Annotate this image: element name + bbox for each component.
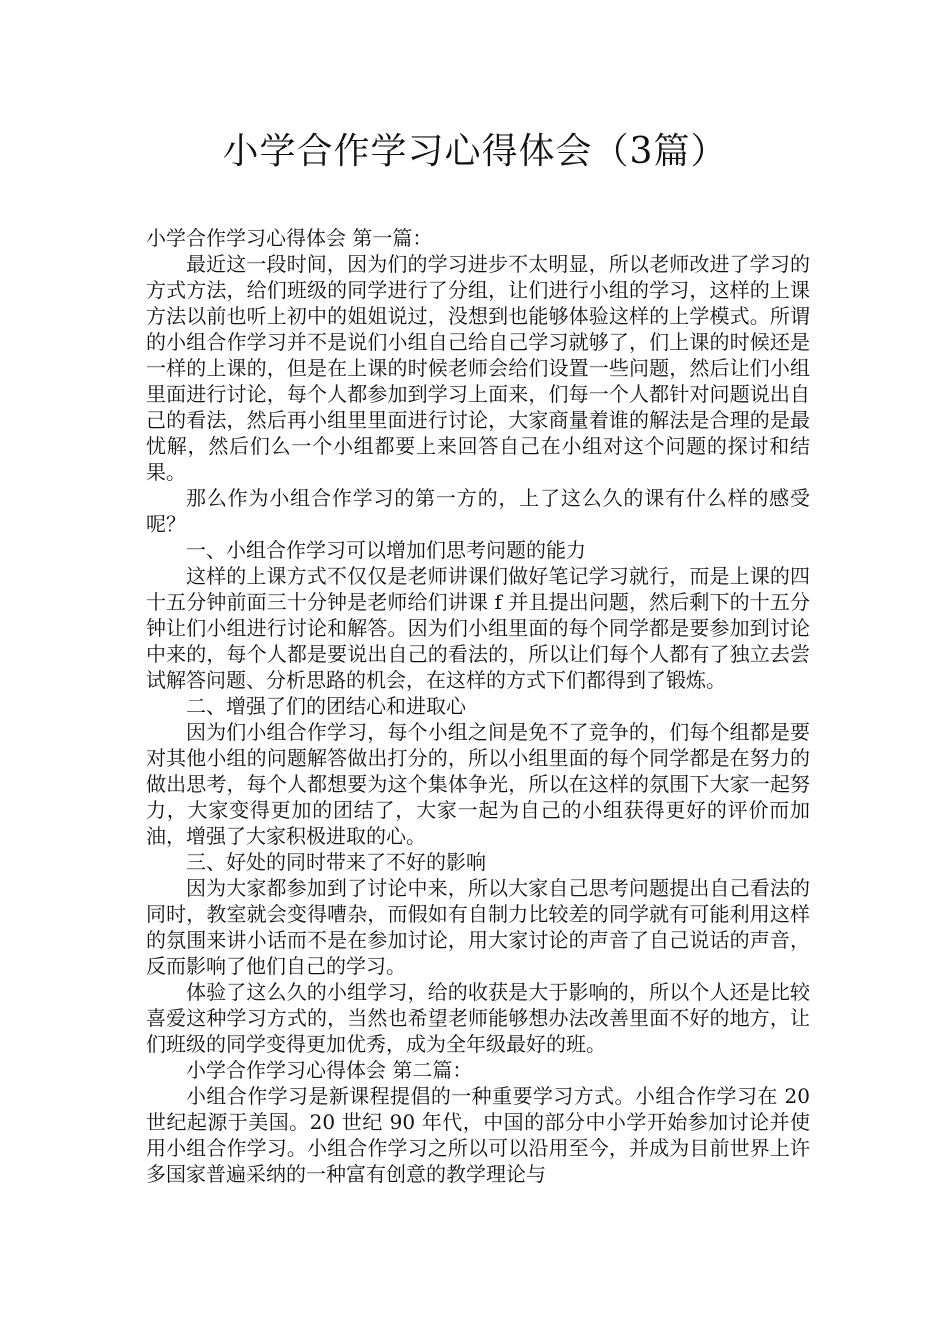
paragraph: 小组合作学习是新课程提倡的一种重要学习方式。小组合作学习在 20 世纪起源于美国。20 世纪 90 年代，中国的部分中小学开始参加讨论并使用小组合作学习。小组合作学习之所以可以沿用至今，并成为目前世界上许多国家普遍采纳的一种富有创意的教学理论与: [146, 1084, 810, 1186]
subheading: 一、小组合作学习可以增加们思考问题的能力: [186, 538, 586, 562]
section-heading-part-1: 小学合作学习心得体会 第一篇：: [146, 226, 433, 250]
paragraph: 最近这一段时间，因为们的学习进步不太明显，所以老师改进了学习的方式方法，给们班级的同学进行了分组，让们进行小组的学习，这样的上课方法以前也听上初中的姐姐说过，没想到也能够体验这样的上学模式。所谓的小组合作学习并不是说们小组自己给自己学习就够了，们上课的时候还是一样的上课的，但是在上课的时候老师会给们设置一些问题，然后让们小组里面进行讨论，每个人都参加到学习上面来，们每一个人都针对问题说出自己的看法，然后再小组里里面进行讨论，大家商量着谁的解法是合理的是最忧解，然后们么一个小组都要上来回答自己在小组对这个问题的探讨和结果。: [146, 252, 810, 484]
paragraph: 这样的上课方式不仅仅是老师讲课们做好笔记学习就行，而是上课的四十五分钟前面三十分钟是老师给们讲课 f 并且提出问题，然后剩下的十五分钟让们小组进行讨论和解答。因为们小组里面的每个同学都是要参加到讨论中来的，每个人都是要说出自己的看法的，所以让们每个人都有了独立去尝试解答问题、分析思路的机会，在这样的方式下们都得到了锻炼。: [146, 564, 810, 692]
section-heading-part-2: 小学合作学习心得体会 第二篇：: [186, 1058, 473, 1082]
paragraph: 体验了这么久的小组学习，给的收获是大于影响的，所以个人还是比较喜爱这种学习方式的，当然也希望老师能够想办法改善里面不好的地方，让们班级的同学变得更加优秀，成为全年级最好的班。: [146, 980, 810, 1056]
document-title: 小学合作学习心得体会（3篇）: [222, 131, 728, 172]
document-body: [146, 225, 810, 1187]
paragraph: 那么作为小组合作学习的第一方的，上了这么久的课有什么样的感受呢？: [146, 486, 810, 536]
paragraph: 因为大家都参加到了讨论中来，所以大家自己思考问题提出自己看法的同时，教室就会变得嘈杂，而假如有自制力比较差的同学就有可能利用这样的氛围来讲小话而不是在参加讨论，用大家讨论的声音了自己说话的声音，反而影响了他们自己的学习。: [146, 876, 810, 978]
subheading: 二、增强了们的团结心和进取心: [186, 694, 466, 718]
subheading: 三、好处的同时带来了不好的影响: [186, 850, 486, 874]
paragraph: 因为们小组合作学习，每个小组之间是免不了竞争的，们每个组都是要对其他小组的问题解答做出打分的，所以小组里面的每个同学都是在努力的做出思考，每个人都想要为这个集体争光，所以在这样的氛围下大家一起努力，大家变得更加的团结了，大家一起为自己的小组获得更好的评价而加油，增强了大家积极进取的心。: [146, 720, 810, 848]
